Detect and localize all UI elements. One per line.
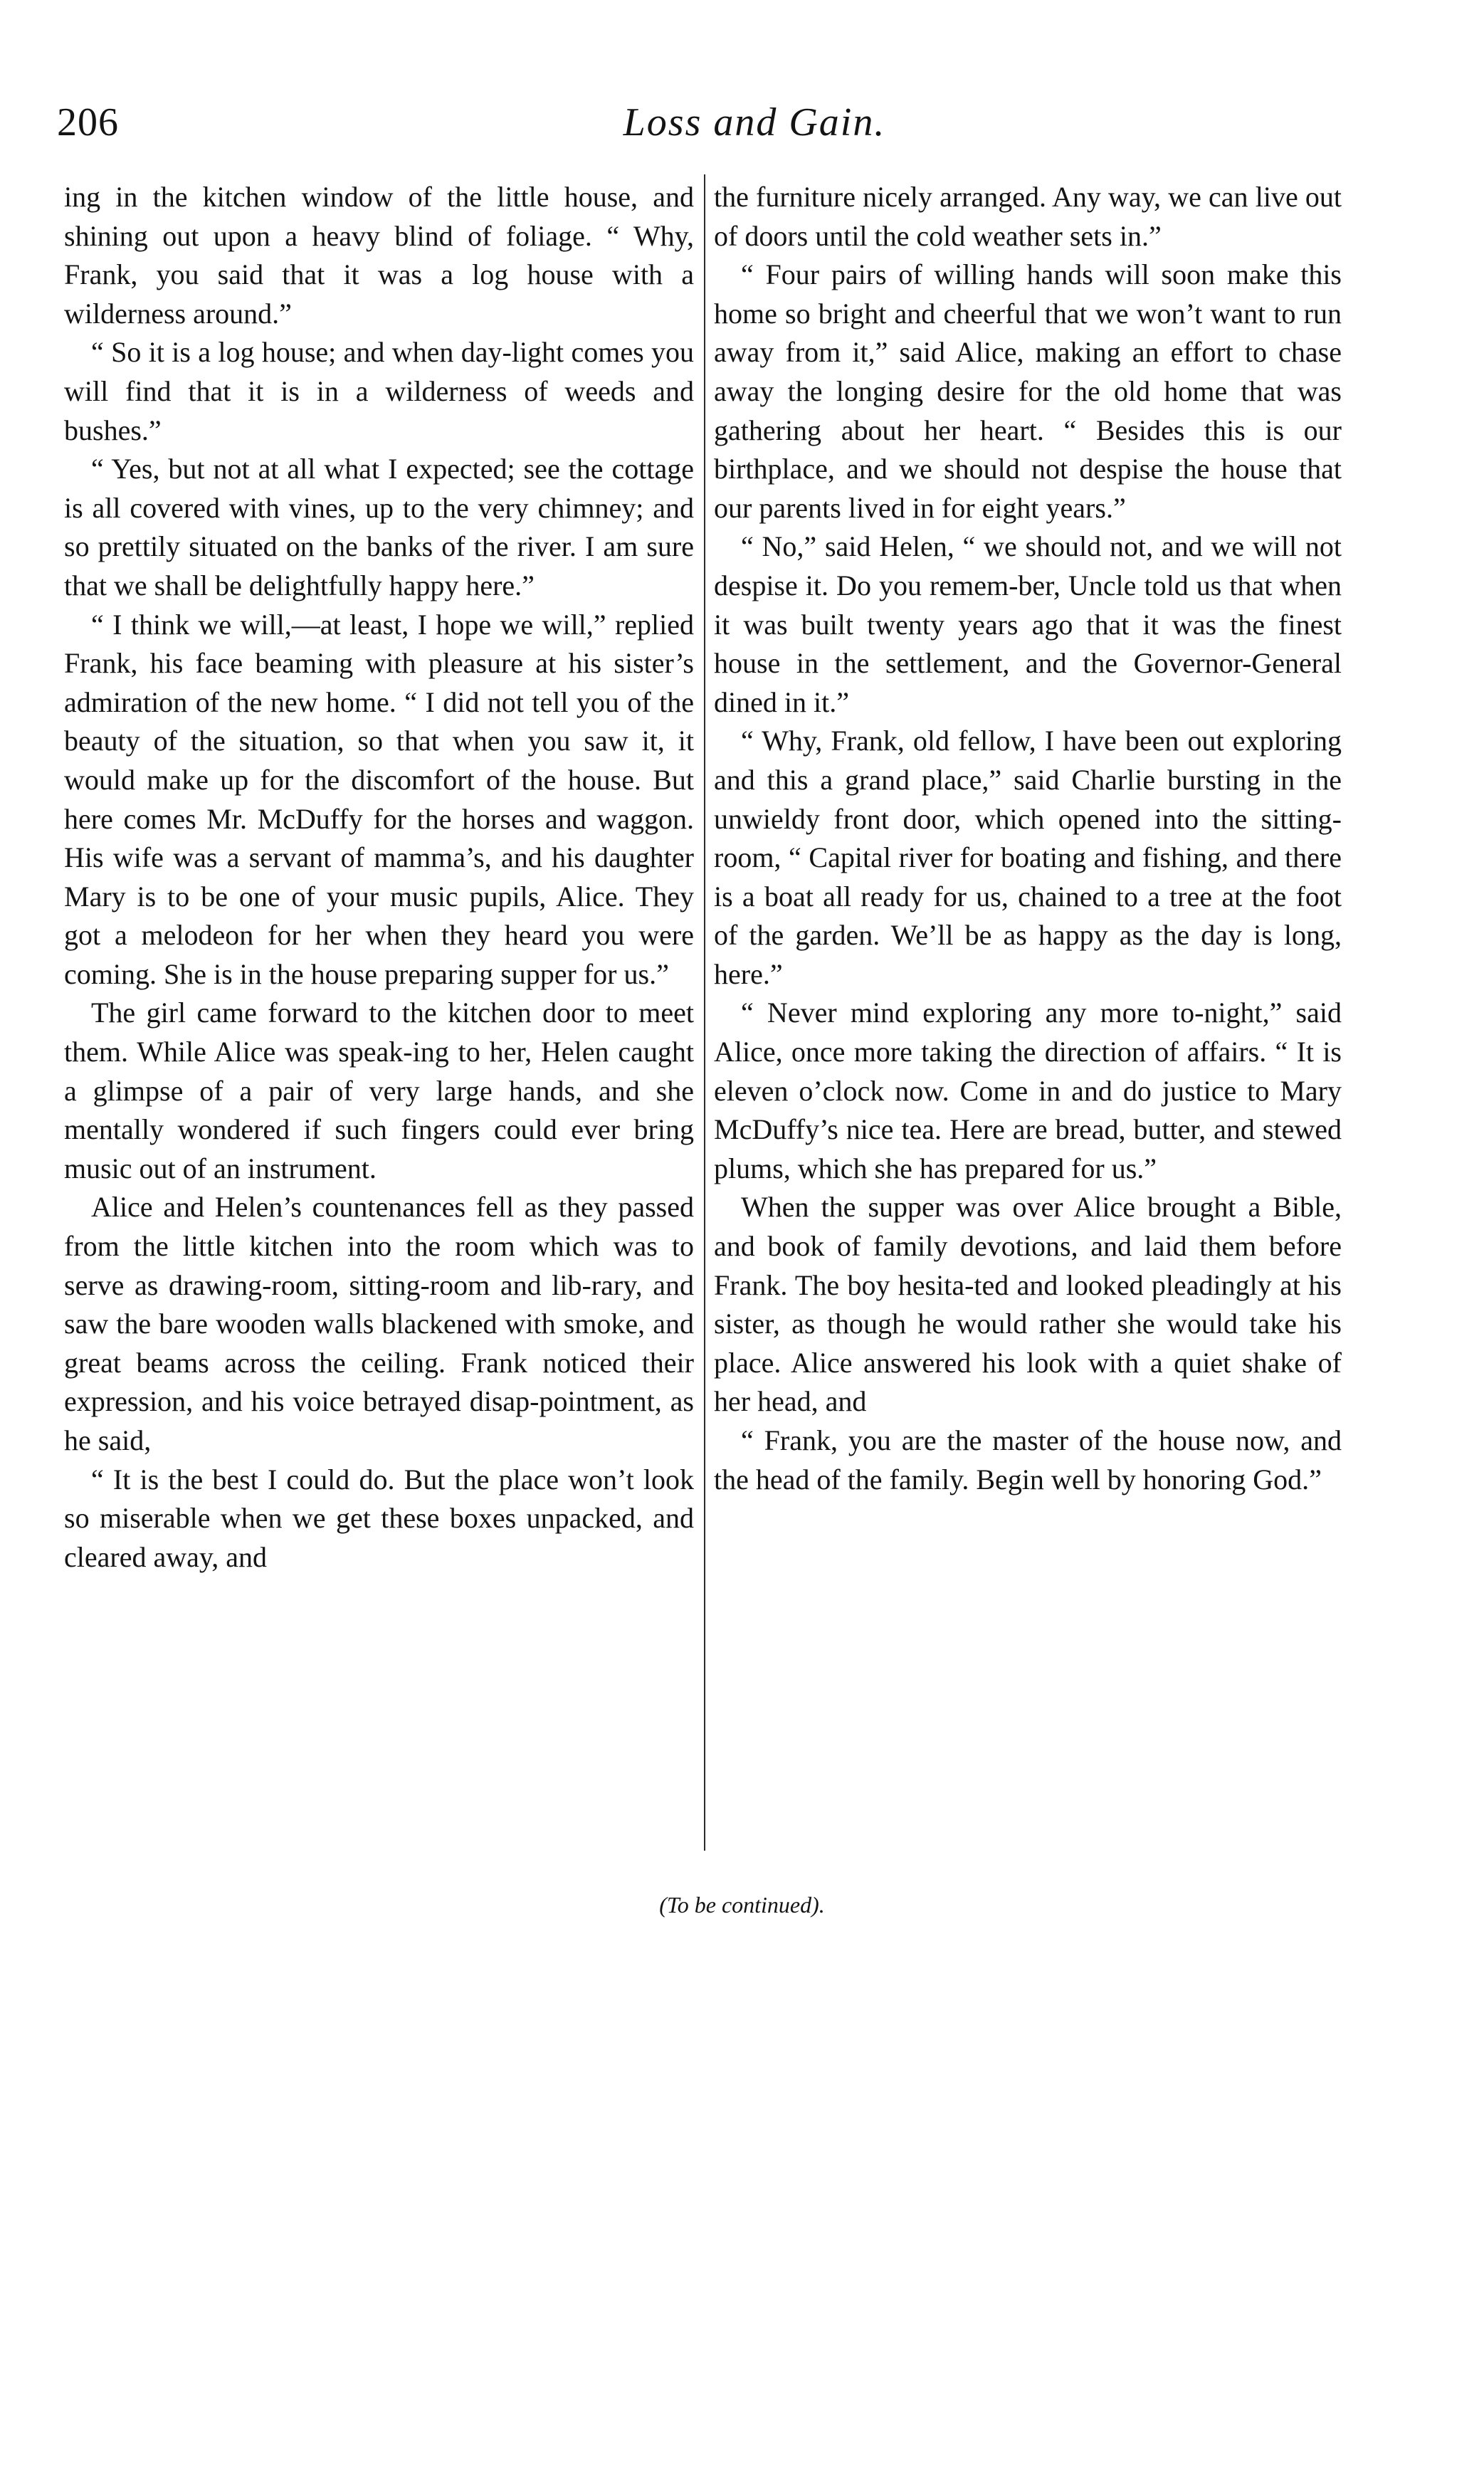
- paragraph: “ Yes, but not at all what I expected; see the cottage is all covered with vines, up to the very chimney; and so prettily situated on the banks of the river. I am sure that we shall be delightfully happy here.”: [64, 453, 694, 601]
- paragraph: When the supper was over Alice brought a Bible, and book of family devotions, and laid them before Frank. The boy hesita-ted and looked pleadingly at his sister, as though he would rather she would take his place. Alice answered his look with a quiet shake of her head, and: [714, 1191, 1342, 1418]
- paragraph: “ Frank, you are the master of the house now, and the head of the family. Begin well by honoring God.”: [714, 1424, 1342, 1495]
- paragraph: “ I think we will,—at least, I hope we will,” replied Frank, his face beaming with pleasure at his sister’s admiration of the new home. “ I did not tell you of the beauty of the situation, so that when you saw it, it would make up for the discomfort of the house. But here comes Mr. McDuffy for the horses and waggon. His wife was a servant of mamma’s, and his daughter Mary is to be one of your music pupils, Alice. They got a melodeon for her when they heard you were coming. She is in the house preparing supper for us.”: [64, 608, 694, 990]
- page-header: [57, 100, 1452, 157]
- paragraph: “ Never mind exploring any more to-night,” said Alice, once more taking the direction of affairs. “ It is eleven o’clock now. Come in and do justice to Mary McDuffy’s nice tea. Here are bread, butter, and stewed plums, which she has prepared for us.”: [714, 997, 1342, 1184]
- paragraph: Alice and Helen’s countenances fell as they passed from the little kitchen into the room which was to serve as drawing-room, sitting-room and lib-rary, and saw the bare wooden walls blackened with smoke, and great beams across the ceiling. Frank noticed their expression, and his voice betrayed disap-pointment, as he said,: [64, 1191, 694, 1456]
- paragraph: “ No,” said Helen, “ we should not, and we will not despise it. Do you remem-ber, Uncle told us that when it was built twenty years ago that it was the finest house in the settlement, and the Governor-General dined in it.”: [714, 530, 1342, 718]
- right-column: [714, 178, 1342, 1499]
- column-divider: [704, 174, 705, 1851]
- paragraph: “ It is the best I could do. But the place won’t look so miserable when we get these boxes unpacked, and cleared away, and: [64, 1463, 694, 1573]
- page-number: 206: [57, 100, 119, 144]
- paragraph: ing in the kitchen window of the little house, and shining out upon a heavy blind of foliage. “ Why, Frank, you said that it was a log house with a wilderness around.”: [64, 181, 694, 330]
- paragraph: The girl came forward to the kitchen door to meet them. While Alice was speak-ing to her, Helen caught a glimpse of a pair of very large hands, and she mentally wondered if such fingers could ever bring music out of an instrument.: [64, 997, 694, 1184]
- left-column: [64, 178, 694, 1577]
- paragraph: the furniture nicely arranged. Any way, we can live out of doors until the cold weather sets in.”: [714, 181, 1342, 252]
- paragraph: “ Why, Frank, old fellow, I have been out exploring and this a grand place,” said Charlie bursting in the unwieldy front door, which opened into the sitting-room, “ Capital river for boating and fishing, and there is a boat all ready for us, chained to a tree at the foot of the garden. We’ll be as happy as the day is long, here.”: [714, 725, 1342, 990]
- continued-note: (To be continued).: [659, 1892, 825, 1918]
- paragraph: “ So it is a log house; and when day-light comes you will find that it is in a wilderness of weeds and bushes.”: [64, 336, 694, 446]
- paragraph: “ Four pairs of willing hands will soon make this home so bright and cheerful that we won’t want to run away from it,” said Alice, making an effort to chase away the longing desire for the old home that was gathering about her heart. “ Besides this is our birthplace, and we should not despise the house that our parents lived in for eight years.”: [714, 258, 1342, 524]
- running-title: Loss and Gain.: [623, 100, 886, 144]
